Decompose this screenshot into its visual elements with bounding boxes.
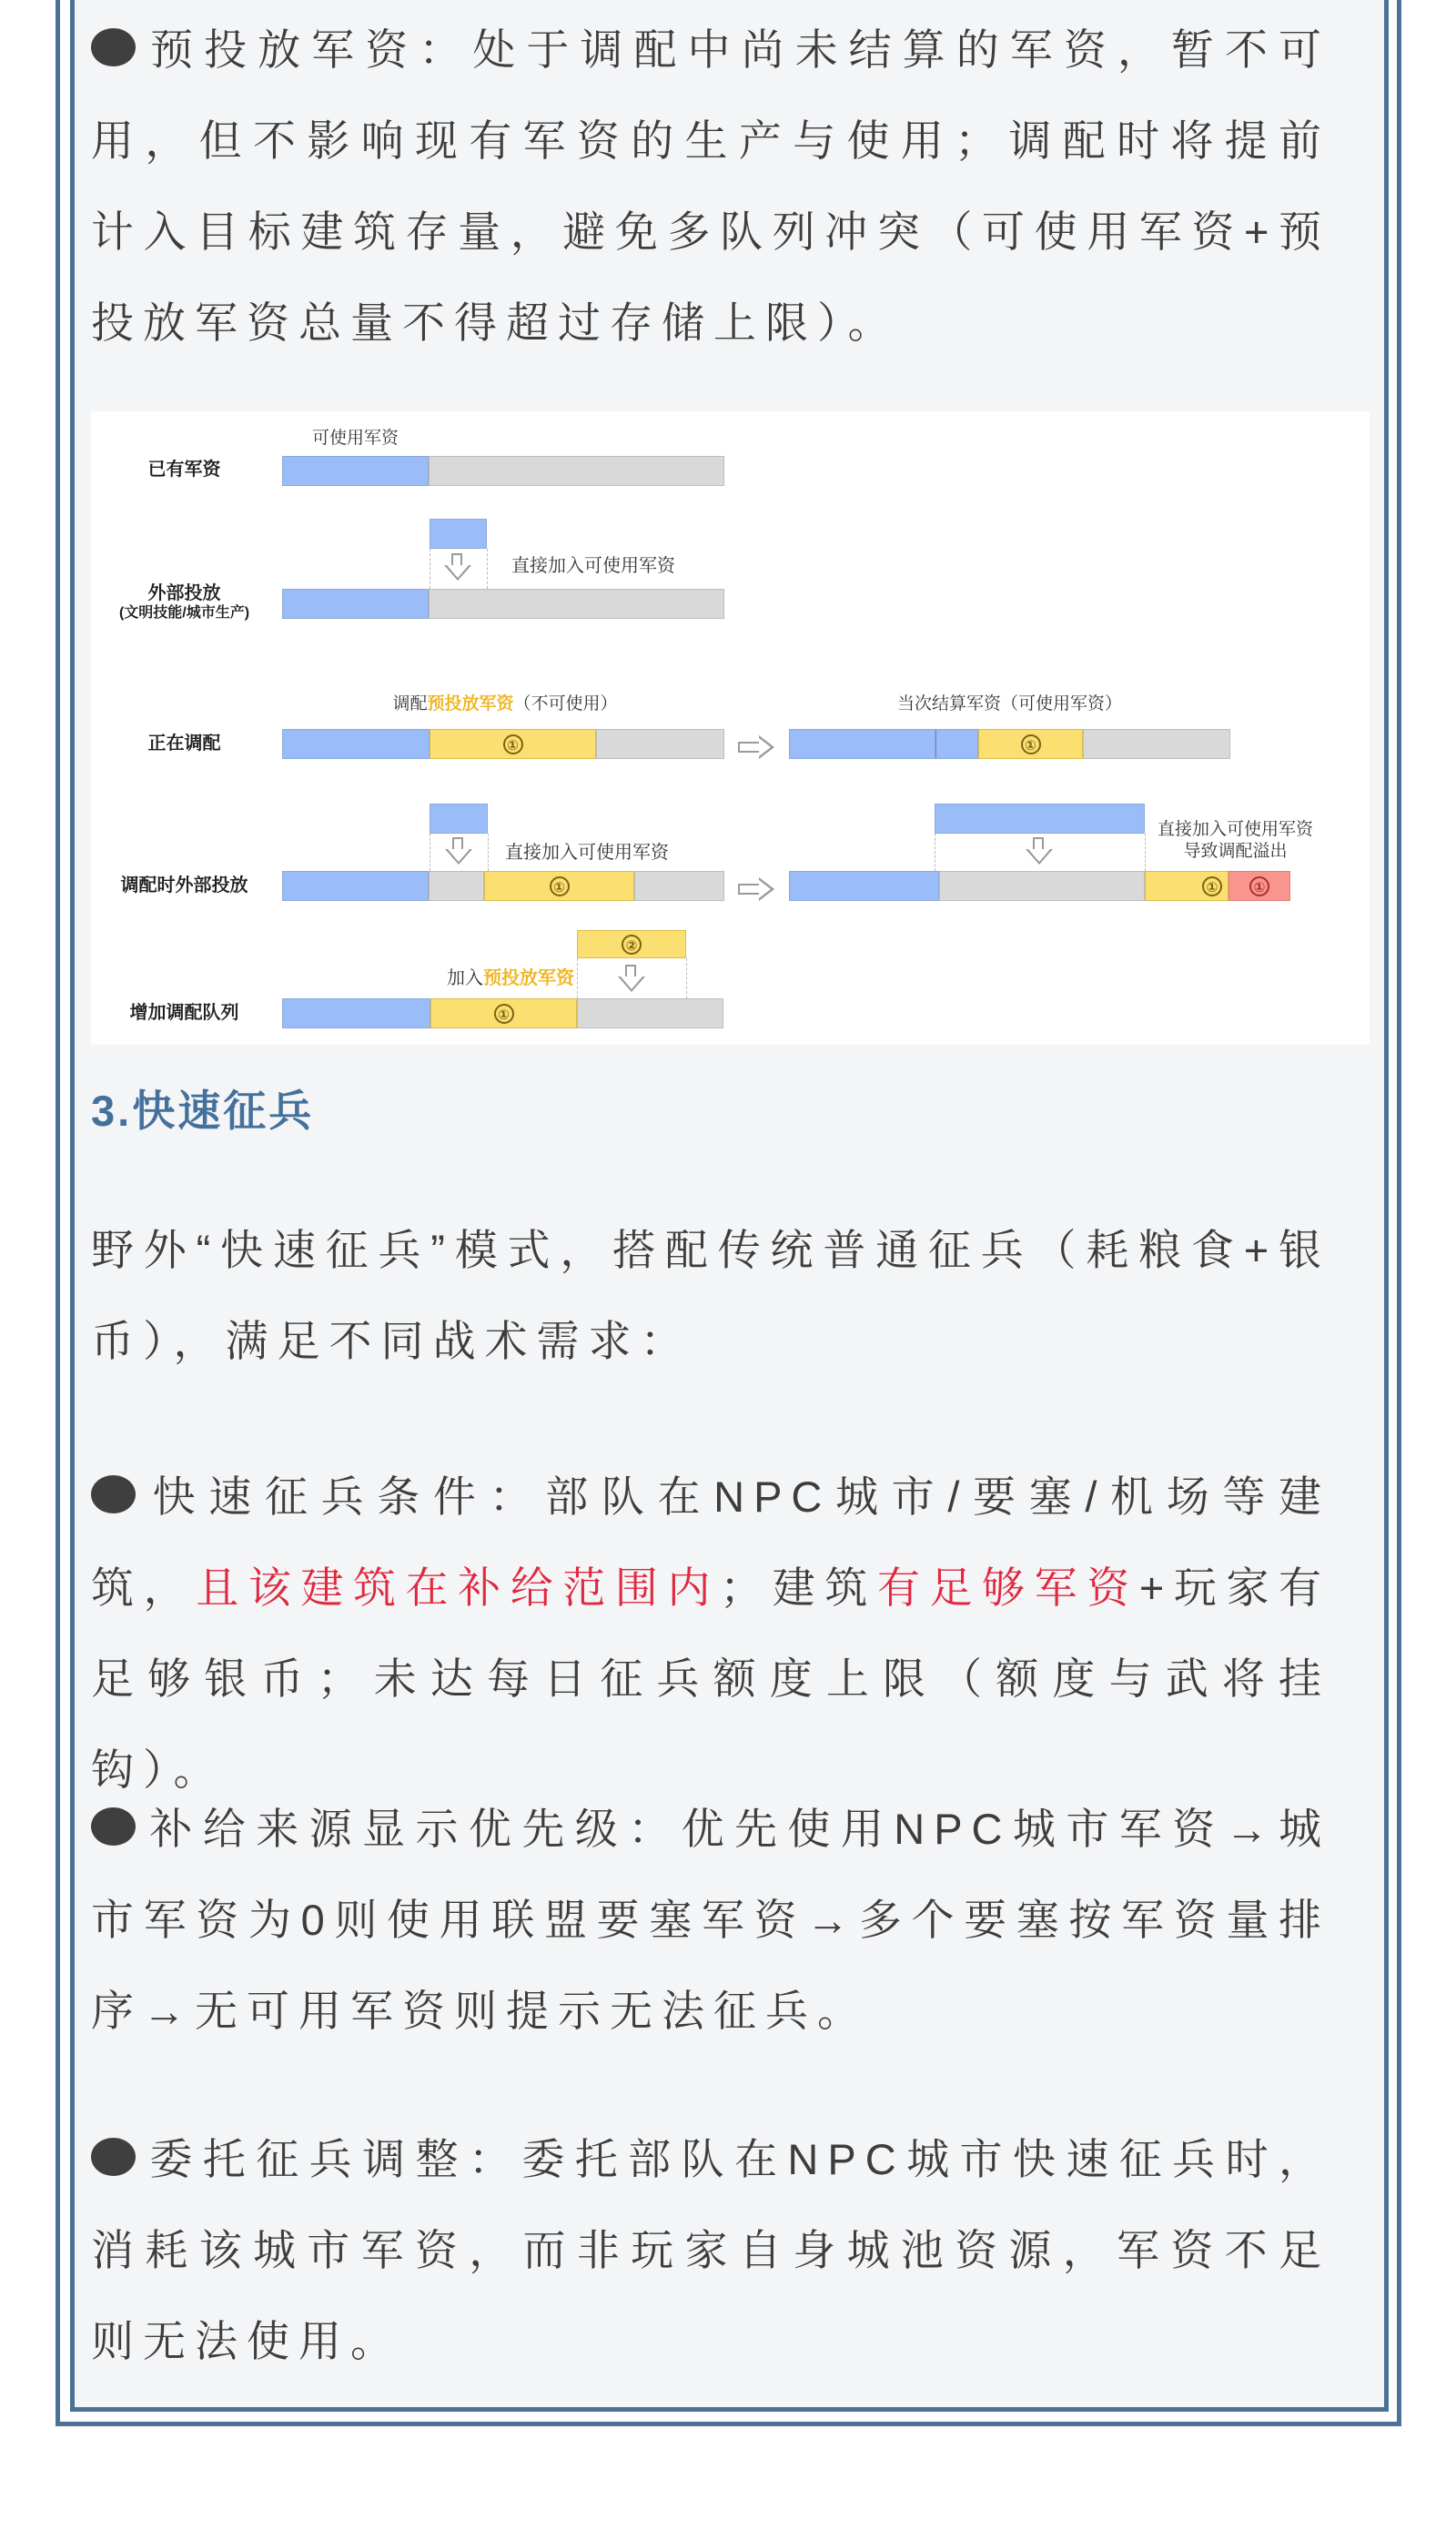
diagram-row2-label-line2: (文明技能/城市生产)	[118, 605, 250, 621]
diagram-row3-label: 正在调配	[147, 734, 221, 754]
bar-segment-gray	[577, 998, 723, 1028]
diagram-row1-top-label: 可使用军资	[311, 429, 399, 448]
bar-segment-gray	[429, 871, 484, 901]
bar-segment-yellow	[1145, 871, 1228, 901]
dashed-guide	[1145, 834, 1146, 871]
bar-segment-gray	[939, 871, 1145, 901]
diagram-row4-note-right	[1151, 819, 1320, 863]
bar-segment-blue-settled	[935, 729, 978, 759]
bar-segment-gray	[429, 456, 724, 486]
bullet-icon	[91, 28, 136, 66]
bullet-delegate	[91, 2114, 1330, 2387]
bar-segment-yellow	[978, 729, 1083, 759]
queue-badge: ①	[1021, 734, 1041, 754]
down-arrow-icon	[1026, 837, 1053, 866]
drop-block-blue	[430, 804, 488, 834]
diagram-row4-label: 调配时外部投放	[120, 875, 248, 896]
bullet-conditions	[91, 1452, 1330, 1816]
bar-segment-gray	[1083, 729, 1230, 759]
text-run-red: 有足够军资	[876, 1564, 1139, 1612]
note-run: 加入	[447, 968, 483, 988]
queue-badge: ①	[550, 876, 570, 896]
diagram-row4-note-left: 直接加入可使用军资	[505, 843, 669, 863]
bar-segment-blue	[282, 871, 429, 901]
bullet-priority	[91, 1784, 1330, 2057]
bar-segment-blue	[282, 589, 429, 619]
text-run: 委托征兵调整：委托部队在NPC城市快速征兵时，消耗该城市军资，而非玩家自身城池资源，军资不足则无法使用。	[91, 2135, 1330, 2365]
drop-block-blue	[430, 519, 487, 549]
supply-diagram	[91, 411, 1370, 1045]
queue-badge: ②	[622, 935, 642, 955]
diagram-row1-label: 已有军资	[147, 460, 221, 480]
text-run: ；建筑	[720, 1564, 877, 1612]
bullet-icon	[91, 1475, 136, 1513]
bar-segment-yellow	[430, 998, 577, 1028]
text-run: 补给来源显示优先级：优先使用NPC城市军资→城市军资为0则使用联盟要塞军资→多个要塞按军资量排序→无可用军资则提示无法征兵。	[91, 1805, 1330, 2035]
section-heading: 3.快速征兵	[91, 1087, 315, 1135]
down-arrow-icon	[444, 553, 471, 582]
bar-segment-gray	[634, 871, 724, 901]
right-arrow-icon	[738, 735, 774, 759]
text-run-red: 且该建筑在补给范围内	[196, 1564, 721, 1612]
diagram-row3-left-title	[355, 690, 655, 714]
bar-segment-blue	[789, 871, 939, 901]
queue-badge: ①	[1202, 876, 1222, 896]
bar-segment-blue	[282, 729, 430, 759]
diagram-row2-note: 直接加入可使用军资	[511, 556, 675, 576]
title-run: 调配	[392, 694, 428, 713]
queue-badge: ①	[503, 734, 523, 754]
text-run: 预投放军资：处于调配中尚未结算的军资，暂不可用，但不影响现有军资的生产与使用；调配时将提前计入目标建筑存量，避免多队列冲突（可使用军资+预投放军资总量不得超过存储上限）。	[91, 25, 1330, 347]
diagram-row2-label-line1: 外部投放	[147, 583, 221, 603]
right-arrow-icon	[738, 877, 774, 901]
diagram-row5-note	[447, 963, 574, 989]
drop-block-blue-wide	[935, 804, 1145, 834]
bullet-icon	[91, 1807, 136, 1846]
down-arrow-icon	[618, 965, 645, 994]
dashed-guide	[577, 958, 578, 998]
dashed-guide	[488, 834, 489, 871]
text-run: 快速征兵条件：部队在NPC城市/要塞/机场等建筑，	[91, 1472, 1330, 1612]
content-panel	[70, 0, 1389, 2412]
intro-bullet-paragraph	[91, 5, 1330, 369]
bar-segment-gray	[429, 589, 724, 619]
bar-segment-gray	[596, 729, 724, 759]
note-line: 直接加入可使用军资	[1157, 820, 1313, 839]
diagram-row2-label	[91, 583, 278, 623]
bar-segment-yellow	[484, 871, 634, 901]
drop-block-yellow	[577, 930, 686, 958]
diagram-row3-right-title: 当次结算军资（可使用军资）	[896, 694, 1122, 713]
bar-segment-yellow	[430, 729, 596, 759]
bar-segment-blue	[789, 729, 935, 759]
down-arrow-icon	[445, 837, 472, 866]
queue-badge: ①	[494, 1004, 514, 1024]
bullet-icon	[91, 2138, 136, 2176]
note-run-gold: 预投放军资	[483, 968, 574, 988]
dashed-guide	[487, 549, 488, 589]
section-intro-paragraph: 野外“快速征兵”模式，搭配传统普通征兵（耗粮食+银币），满足不同战术需求：	[91, 1226, 1330, 1365]
queue-badge-overflow: ①	[1249, 876, 1269, 896]
dashed-guide	[686, 958, 687, 998]
title-run-gold: 预投放军资	[427, 694, 514, 713]
bar-segment-blue	[282, 456, 429, 486]
text-run: +玩家有足够银币；未达每日征兵额度上限（额度与武将挂钩）。	[91, 1564, 1331, 1794]
title-run: （不可使用）	[513, 694, 618, 713]
bar-segment-overflow	[1228, 871, 1290, 901]
bar-segment-blue	[282, 998, 430, 1028]
diagram-row5-label: 增加调配队列	[129, 1003, 239, 1023]
note-line: 导致调配溢出	[1183, 842, 1288, 861]
